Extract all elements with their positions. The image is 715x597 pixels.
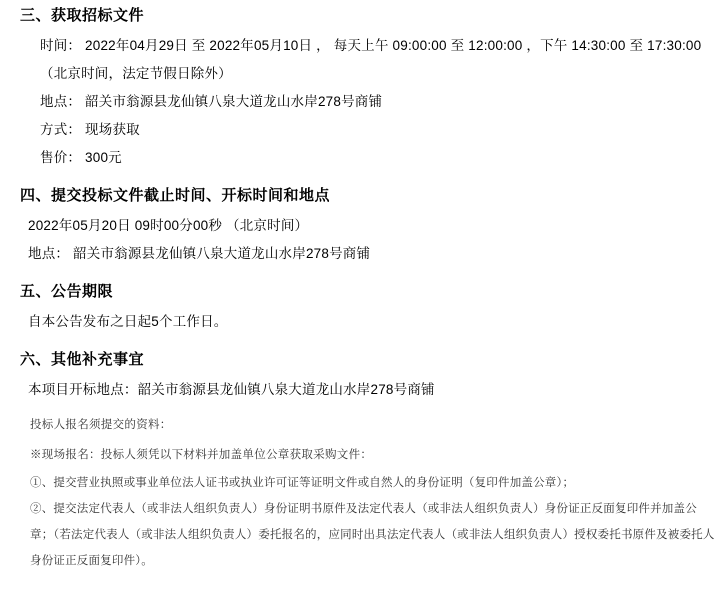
section-6-item-2: ②、提交法定代表人（或非法人组织负责人）身份证明书原件及法定代表人（或非法人组织负责人）身份证正反面复印件并加盖公章；（若法定代表人（或非法人组织负责人）委托报名的，应同时出具法定代表人（或非法人组织负责人）授权委托书原件及被委托人身份证正反面复印件）。	[30, 503, 715, 567]
spacer	[0, 268, 715, 282]
section-other-matters	[0, 350, 715, 574]
section-5-period-line: 自本公告发布之日起5个工作日。	[28, 314, 228, 329]
section-3-method-line: 方式： 现场获取	[40, 122, 140, 137]
section-6-onsite-registration: ※现场报名：投标人须凭以下材料并加盖单位公章获取采购文件：	[30, 449, 373, 461]
section-6-materials-intro: 投标人报名须提交的资料：	[30, 419, 172, 431]
section-get-bid-documents	[0, 0, 715, 172]
section-3-price-line: 售价： 300元	[40, 150, 122, 165]
section-3-heading: 三、获取招标文件	[20, 7, 145, 24]
section-6-item-1: ①、提交营业执照或事业单位法人证书或执业许可证等证明文件或自然人的身份证明（复印件加盖公章）；	[30, 477, 575, 489]
section-5-heading: 五、公告期限	[20, 283, 114, 300]
section-4-heading: 四、提交投标文件截止时间、开标时间和地点	[20, 187, 331, 204]
spacer	[0, 336, 715, 350]
section-submission-deadline	[0, 186, 715, 268]
section-6-open-place-line: 本项目开标地点：韶关市翁源县龙仙镇八泉大道龙山水岸278号商铺	[28, 382, 435, 397]
spacer	[0, 172, 715, 186]
section-4-deadline-line: 2022年05月20日 09时00分00秒 （北京时间）	[28, 218, 309, 233]
section-4-place-line: 地点： 韶关市翁源县龙仙镇八泉大道龙山水岸278号商铺	[28, 246, 371, 261]
section-6-heading: 六、其他补充事宜	[20, 351, 145, 368]
section-notice-period	[0, 282, 715, 336]
section-3-place-line: 地点： 韶关市翁源县龙仙镇八泉大道龙山水岸278号商铺	[40, 94, 383, 109]
section-3-time-line: 时间： 2022年04月29日 至 2022年05月10日 ， 每天上午 09:00:00 至 12:00:00 ，下午 14:30:00 至 17:30:00 （北京时间，法定节假日除外）	[40, 38, 702, 81]
